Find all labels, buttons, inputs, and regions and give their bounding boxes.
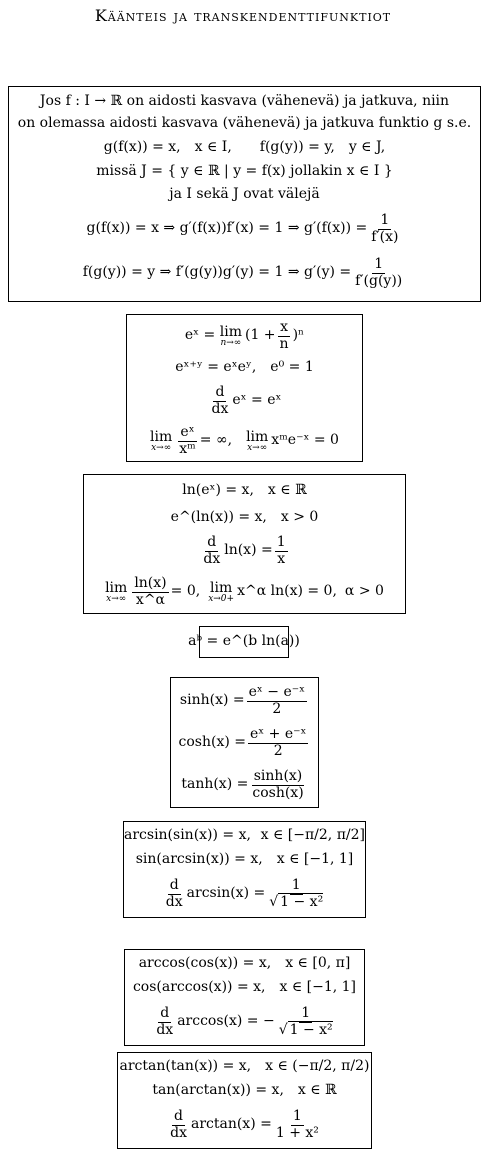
- b2-line3: [127, 381, 362, 421]
- b2-l1-lim: lim: [219, 323, 242, 340]
- b5-l3-lhs: tanh(x) =: [181, 776, 249, 793]
- b1-l3a: g(f(x)) = x,: [103, 139, 181, 156]
- b5-l2-lhs: cosh(x) =: [178, 734, 246, 751]
- b6-l2a: sin(arcsin(x)) = x,: [135, 851, 263, 868]
- b2-l4-rhs: xᵐe⁻ˣ = 0: [271, 432, 339, 449]
- b1-line5: ja I sekä J ovat välejä: [169, 186, 320, 203]
- arctan-box: [117, 1052, 372, 1149]
- b3-l2b: x > 0: [280, 509, 319, 526]
- b7-l2a: cos(arccos(x)) = x,: [132, 979, 266, 996]
- b7-line3: [125, 1000, 364, 1044]
- b6-line1: [124, 824, 365, 848]
- b1-l6-num: 1: [380, 212, 390, 229]
- b1-line4: missä J = { y ∈ ℝ | y = f(x) jollakin x ∈ I }: [96, 163, 393, 180]
- b2-l4-num: eˣ: [180, 424, 195, 441]
- b3-l4-rhs: x^α ln(x) = 0,: [237, 583, 337, 600]
- b6-l3-den2: 1 − x²: [280, 893, 324, 910]
- b3-l4-num: ln(x): [134, 575, 167, 592]
- b7-l3-fraction: [277, 1006, 335, 1038]
- b7-l3-num2: 1: [301, 1005, 311, 1022]
- b6-l3-num: d: [169, 877, 179, 894]
- b1-l3d: y ∈ J,: [348, 139, 386, 156]
- b3-l1a: ln(eˣ) = x,: [182, 482, 254, 499]
- b3-line4: [84, 571, 405, 613]
- b5-l1-den: 2: [272, 700, 282, 717]
- b1-l3c: f(g(y)) = y,: [259, 139, 335, 156]
- b3-l4-mid: = 0,: [170, 583, 201, 600]
- b3-l4-sub2: x→0+: [208, 593, 235, 604]
- b3-line3: [84, 531, 405, 571]
- b2-line2: [127, 355, 362, 381]
- b1-l7-fraction: [353, 257, 404, 289]
- b3-line1: [84, 477, 405, 505]
- b3-l3-den2: x: [277, 550, 286, 567]
- b6-l3-derivative: [164, 878, 185, 910]
- b5-l2-den: 2: [273, 742, 283, 759]
- b4-line1: aᵇ = e^(b ln(a)): [188, 633, 300, 650]
- b2-l2b: e⁰ = 1: [270, 359, 314, 376]
- b2-l4-den: xᵐ: [179, 440, 196, 457]
- b2-l4-lim2: lim: [246, 428, 269, 445]
- b6-l3-mid: arcsin(x) =: [186, 885, 266, 902]
- b8-line3: [118, 1103, 371, 1147]
- arccos-box: [124, 949, 365, 1046]
- b6-line2: [124, 848, 365, 872]
- b2-l3-den: dx: [211, 400, 229, 417]
- b2-l4-lim1: lim: [150, 428, 173, 445]
- b7-l3-mid: arccos(x) = −: [177, 1013, 275, 1030]
- b2-l1-close: )ⁿ: [292, 327, 305, 344]
- b8-line1: [118, 1055, 371, 1079]
- b8-l3-num: d: [174, 1108, 184, 1125]
- b3-l4-limit1: [105, 581, 127, 604]
- b2-l4-limit2: [246, 430, 268, 453]
- b3-l2a: e^(ln(x)) = x,: [170, 509, 267, 526]
- b7-line2: [125, 976, 364, 1000]
- page-title: Käänteis ja transkendenttifunktiot: [94, 6, 392, 25]
- b2-l3-num: d: [215, 384, 225, 401]
- exponential-box: [126, 314, 363, 462]
- b5-l2-fraction: [248, 727, 308, 759]
- b5-l3-fraction: [250, 769, 305, 801]
- b1-line6: [9, 207, 480, 251]
- b7-l3-derivative: [154, 1006, 175, 1038]
- b3-l4-limit2: [208, 581, 234, 604]
- b6-l3-den2-wrap: √ 1 − x²: [269, 893, 324, 910]
- b6-line3: [124, 872, 365, 916]
- b8-l2a: tan(arctan(x)) = x,: [152, 1082, 284, 1099]
- b7-line1: [125, 952, 364, 976]
- b2-l1-limit: [220, 325, 242, 348]
- b5-l1-fraction: [247, 685, 307, 717]
- b1-l6-fraction: [369, 213, 400, 245]
- b8-l3-num2: 1: [292, 1108, 302, 1125]
- b5-line2: [171, 722, 318, 764]
- b8-l3-fraction: [274, 1109, 321, 1141]
- b2-line4: [127, 421, 362, 461]
- b1-l6-den: f′(x): [371, 228, 399, 245]
- b2-l4-limit1: [150, 430, 172, 453]
- b7-l1a: arccos(cos(x)) = x,: [138, 955, 272, 972]
- b1-l7-lhs: f(g(y)) = y ⇒ f′(g(y))g′(y) = 1 ⇒ g′(y) =: [82, 264, 352, 281]
- b6-l1b: x ∈ [−π/2, π/2]: [260, 827, 365, 844]
- b2-l4-fraction: [177, 425, 197, 457]
- b8-l1b: x ∈ (−π/2, π/2): [265, 1058, 370, 1075]
- b5-line1: [171, 680, 318, 722]
- b6-l3-den: dx: [165, 893, 183, 910]
- b2-l3-derivative: [210, 385, 231, 417]
- power-box: [188, 626, 300, 658]
- b2-l1-fraction: [278, 320, 291, 352]
- b8-l3-den: dx: [170, 1124, 187, 1141]
- b1-l3b: x ∈ I,: [194, 139, 232, 156]
- b3-l3-num: d: [207, 534, 217, 551]
- b2-l2a: eˣ⁺ʸ = eˣeʸ,: [175, 359, 257, 376]
- b2-l3-rhs: eˣ = eˣ: [232, 392, 282, 409]
- b3-l3-den: dx: [203, 550, 221, 567]
- b8-l3-den2: 1 + x²: [275, 1124, 319, 1141]
- b2-line1: [127, 317, 362, 355]
- b5-l3-num: sinh(x): [253, 768, 303, 785]
- b3-l4-den: x^α: [135, 591, 166, 608]
- b7-l3-den: dx: [156, 1021, 174, 1038]
- b3-line2: [84, 505, 405, 531]
- b2-l1-sub: n→∞: [220, 337, 242, 348]
- b8-l3-derivative: [168, 1109, 189, 1141]
- b7-l1b: x ∈ [0, π]: [285, 955, 351, 972]
- hyperbolic-box: [170, 677, 319, 808]
- b3-l4-cond: α > 0: [344, 583, 384, 600]
- b3-l3-fraction: [275, 535, 288, 567]
- b8-l3-mid: arctan(x) =: [190, 1116, 272, 1133]
- b2-l4-mid: = ∞,: [199, 432, 233, 449]
- b2-l1-open: (1 +: [244, 327, 276, 344]
- b3-l4-fraction: [132, 576, 168, 608]
- b3-l4-lim2: lim: [210, 579, 233, 596]
- b2-l4-sub2: x→∞: [247, 442, 268, 453]
- inverse-function-box: [8, 86, 481, 302]
- b7-l3-den2: 1 − x²: [289, 1021, 333, 1038]
- b2-l1-num: x: [280, 319, 289, 336]
- b1-l7-num: 1: [374, 256, 384, 273]
- b8-l2b: x ∈ ℝ: [297, 1082, 337, 1099]
- b1-line2: on olemassa aidosti kasvava (vähenevä) ja jatkuva funktio g s.e.: [17, 115, 472, 132]
- b1-l6-lhs: g(f(x)) = x ⇒ g′(f(x))f′(x) = 1 ⇒ g′(f(x)) =: [86, 220, 368, 237]
- b6-l1a: arcsin(sin(x)) = x,: [124, 827, 251, 844]
- b3-l3-derivative: [201, 535, 222, 567]
- arcsin-box: [123, 821, 366, 918]
- b5-l3-den: cosh(x): [252, 784, 304, 801]
- b5-l1-lhs: sinh(x) =: [179, 692, 245, 709]
- b1-line3: [9, 135, 480, 161]
- b6-l2b: x ∈ [−1, 1]: [276, 851, 354, 868]
- b1-line7: [9, 251, 480, 295]
- b6-l3-num2: 1: [291, 877, 301, 894]
- b3-l3-mid: ln(x) =: [224, 542, 273, 559]
- b3-l4-sub1: x→∞: [106, 593, 127, 604]
- logarithm-box: [83, 474, 406, 614]
- b5-l2-num: eˣ + e⁻ˣ: [250, 726, 307, 743]
- b3-l4-lim1: lim: [105, 579, 128, 596]
- b6-l3-fraction: [267, 878, 325, 910]
- b8-l1a: arctan(tan(x)) = x,: [119, 1058, 252, 1075]
- b2-l1-den: n: [279, 335, 289, 352]
- b3-l3-num2: 1: [276, 534, 286, 551]
- b2-l1-lhs: eˣ =: [184, 327, 216, 344]
- b8-line2: [118, 1079, 371, 1103]
- b5-l1-num: eˣ − e⁻ˣ: [248, 684, 306, 701]
- b7-l2b: x ∈ [−1, 1]: [279, 979, 357, 996]
- b1-l7-den: f′(g(y)): [355, 272, 403, 289]
- b7-l3-num: d: [160, 1005, 170, 1022]
- b7-l3-den2-wrap: √ 1 − x²: [278, 1021, 333, 1038]
- b2-l4-sub1: x→∞: [151, 442, 172, 453]
- b3-l1b: x ∈ ℝ: [267, 482, 307, 499]
- b5-line3: [171, 764, 318, 806]
- b1-line1: Jos f : I → ℝ on aidosti kasvava (vähenevä) ja jatkuva, niin: [39, 93, 450, 110]
